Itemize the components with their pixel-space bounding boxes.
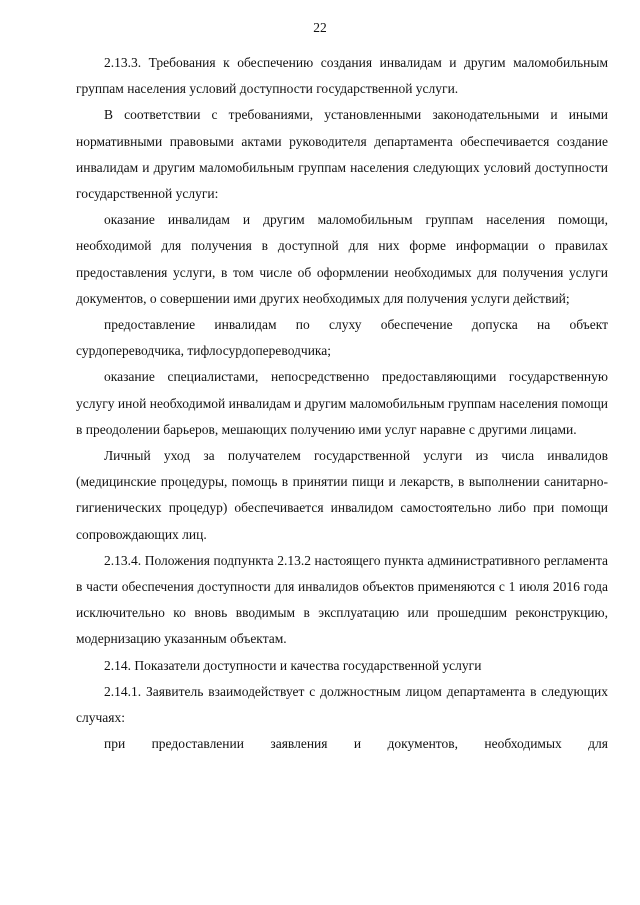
paragraph-personal-care: Личный уход за получателем государственной услуги из числа инвалидов (медицинские процедуры, помощь в принятии пищи и лекарств, в выполнении санитарно-гигиенических процедур) обеспечивается инвалидом самостоятельно либо при помощи сопровождающих лиц. (76, 448, 608, 542)
paragraph-2-13-4: 2.13.4. Положения подпункта 2.13.2 настоящего пункта административного регламента в части обеспечения доступности для инвалидов объектов применяются с 1 июля 2016 года исключительно ко вновь вводимым в эксплуатацию или прошедшим реконструкцию, модернизацию указанным объектам. (76, 552, 608, 647)
paragraph-submission-fragment: при предоставлении заявления и документов, необходимых для (104, 736, 608, 752)
paragraph-2-14-heading: 2.14. Показатели доступности и качества государственной услуги (104, 657, 482, 673)
paragraph-2-14-1: 2.14.1. Заявитель взаимодействует с должностным лицом департамента в следующих случаях: (76, 683, 608, 726)
paragraph-sign-interpreter: предоставление инвалидам по слуху обеспечение допуска на объект сурдопереводчика, тифлосурдопереводчика; (76, 317, 608, 359)
paragraph-assistance-information: оказание инвалидам и другим маломобильным группам населения помощи, необходимой для получения в доступной для них форме информации о правилах предоставления услуги, в том числе об оформлении необходимых для получения услуги документов, о совершении ими других необходимых для получения услуги действий; (76, 212, 608, 306)
document-body (76, 50, 608, 757)
paragraph-specialist-assistance: оказание специалистами, непосредственно предоставляющими государственную услугу иной необходимой инвалидам и другим маломобильным группам населения помощи в преодолении барьеров, мешающих получению ими услуг наравне с другими лицами. (76, 369, 608, 437)
paragraph-requirements: В соответствии с требованиями, установленными законодательными и иными нормативными правовыми актами руководителя департамента обеспечивается создание инвалидам и другим маломобильным группам населения следующих условий доступности государственной услуги: (76, 107, 608, 202)
paragraph-2-13-3: 2.13.3. Требования к обеспечению создания инвалидам и другим маломобильным группам населения условий доступности государственной услуги. (76, 55, 608, 97)
page-number: 22 (313, 20, 327, 35)
